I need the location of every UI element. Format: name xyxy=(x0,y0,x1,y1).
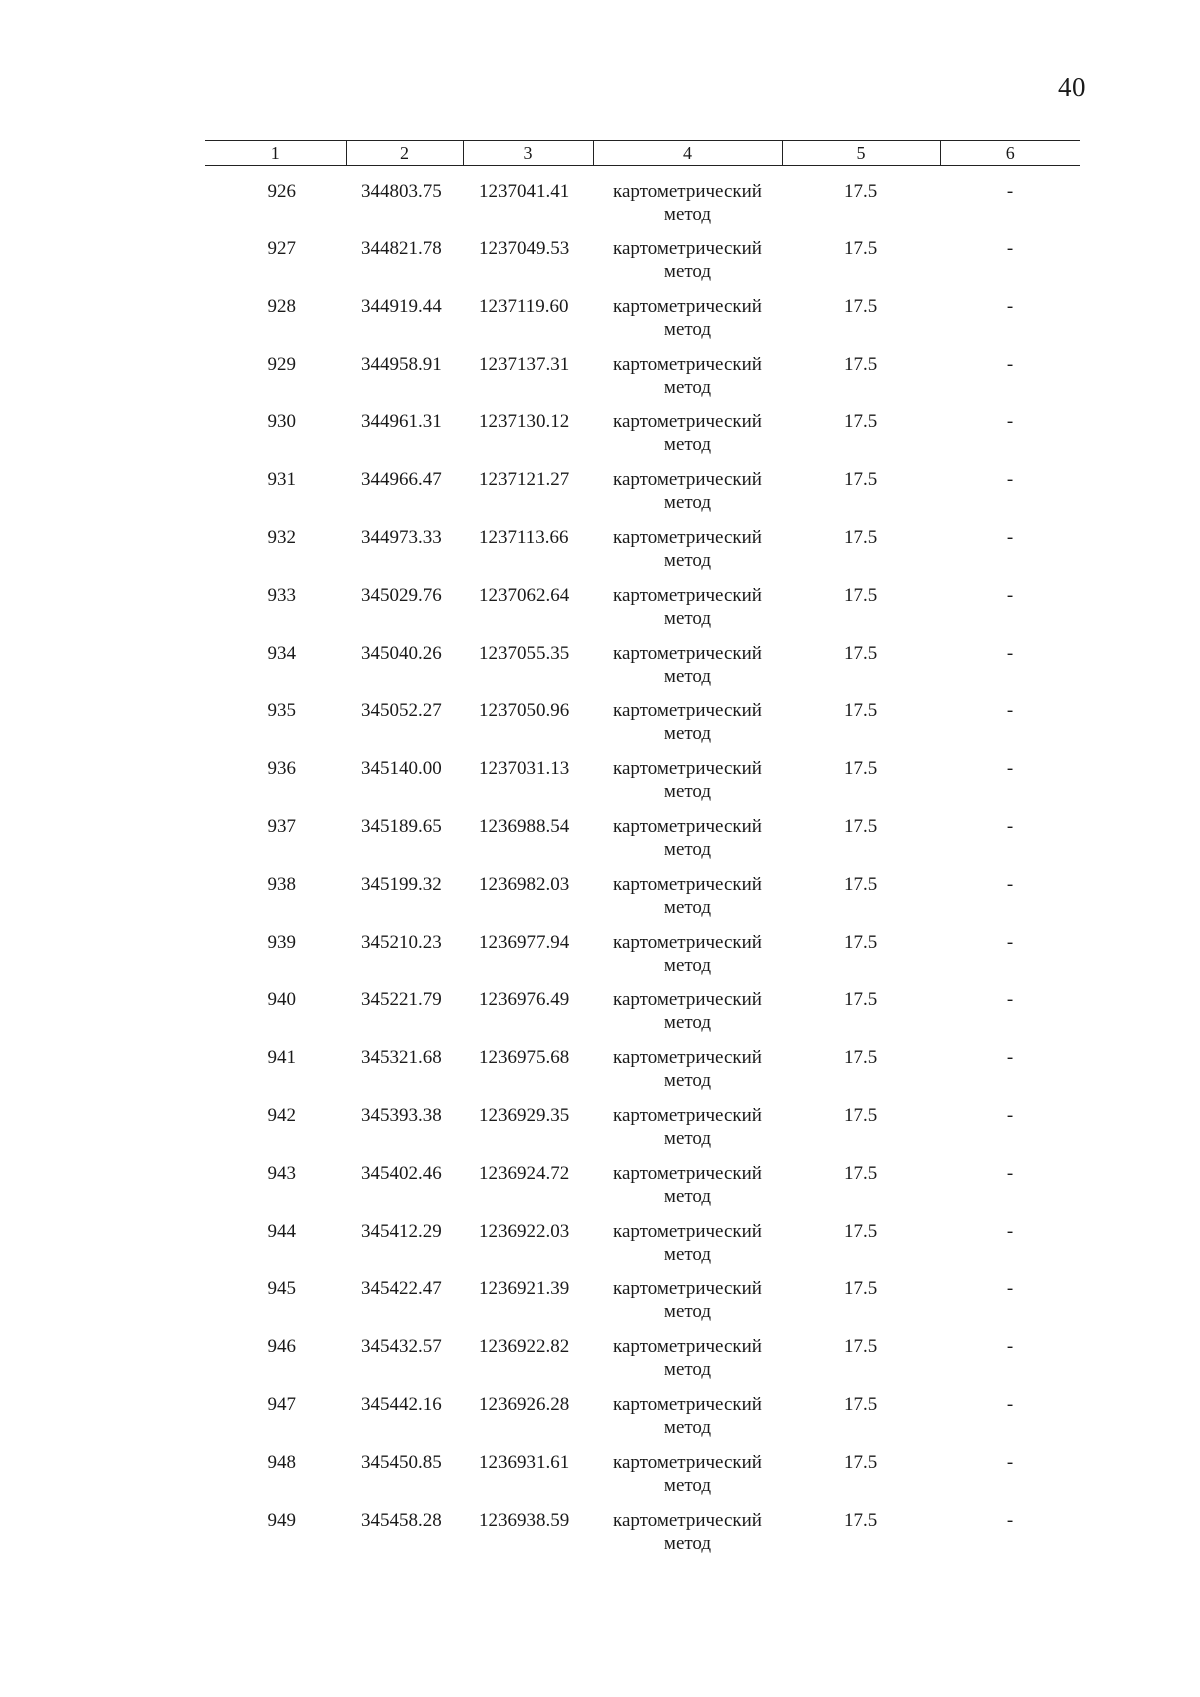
accuracy-cell: 17.5 xyxy=(844,1047,878,1069)
method-cell xyxy=(593,1393,782,1451)
note-cell: - xyxy=(1006,1509,1014,1531)
method-line-1: картометрический xyxy=(613,1393,762,1415)
accuracy-cell: 17.5 xyxy=(844,758,878,780)
table-row xyxy=(205,699,1080,757)
point-number-cell: 941 xyxy=(267,1047,296,1069)
x-coordinate-cell: 345458.28 xyxy=(361,1509,442,1531)
method-line-1: картометрический xyxy=(613,815,762,837)
method-line-2: метод xyxy=(663,1301,712,1323)
coordinates-table-container xyxy=(205,140,1080,1566)
y-coordinate-cell: 1237062.64 xyxy=(479,584,570,606)
method-cell xyxy=(593,1335,782,1393)
table-row xyxy=(205,1335,1080,1393)
method-line-2: метод xyxy=(663,1243,712,1265)
table-row xyxy=(205,410,1080,468)
y-coordinate-cell: 1236976.49 xyxy=(479,989,570,1011)
point-number-cell: 944 xyxy=(267,1220,296,1242)
method-cell xyxy=(593,526,782,584)
note-cell: - xyxy=(1006,815,1014,837)
method-cell xyxy=(593,166,782,238)
method-cell xyxy=(593,699,782,757)
note-cell: - xyxy=(1006,989,1014,1011)
table-row xyxy=(205,1162,1080,1220)
note-cell: - xyxy=(1006,411,1014,433)
method-line-2: метод xyxy=(663,954,712,976)
method-line-1: картометрический xyxy=(613,758,762,780)
x-coordinate-cell: 344973.33 xyxy=(361,526,442,548)
note-cell: - xyxy=(1006,584,1014,606)
method-cell xyxy=(593,584,782,642)
method-line-1: картометрический xyxy=(613,1220,762,1242)
point-number-cell: 945 xyxy=(267,1278,296,1300)
method-line-1: картометрический xyxy=(613,469,762,491)
method-line-1: картометрический xyxy=(613,700,762,722)
method-cell xyxy=(593,410,782,468)
y-coordinate-cell: 1236922.82 xyxy=(479,1336,570,1358)
y-coordinate-cell: 1237055.35 xyxy=(479,642,570,664)
note-cell: - xyxy=(1006,353,1014,375)
method-line-1: картометрический xyxy=(613,584,762,606)
y-coordinate-cell: 1236921.39 xyxy=(479,1278,570,1300)
y-coordinate-cell: 1236924.72 xyxy=(479,1162,570,1184)
method-line-1: картометрический xyxy=(613,295,762,317)
accuracy-cell: 17.5 xyxy=(844,1336,878,1358)
method-cell xyxy=(593,1162,782,1220)
page-number: 40 xyxy=(1058,72,1086,102)
x-coordinate-cell: 345189.65 xyxy=(361,815,442,837)
point-number-cell: 927 xyxy=(267,238,296,259)
table-row xyxy=(205,468,1080,526)
point-number-cell: 926 xyxy=(267,181,296,202)
accuracy-cell: 17.5 xyxy=(844,700,878,722)
header-cell-2: 2 xyxy=(346,141,463,166)
method-line-2: метод xyxy=(663,492,712,514)
y-coordinate-cell: 1237130.12 xyxy=(479,411,570,433)
accuracy-cell: 17.5 xyxy=(844,469,878,491)
method-line-2: метод xyxy=(663,1532,712,1554)
note-cell: - xyxy=(1006,931,1014,953)
method-line-1: картометрический xyxy=(613,1104,762,1126)
point-number-cell: 938 xyxy=(267,873,296,895)
table-row xyxy=(205,642,1080,700)
method-line-2: метод xyxy=(663,549,712,571)
table-row xyxy=(205,237,1080,295)
x-coordinate-cell: 345040.26 xyxy=(361,642,442,664)
accuracy-cell: 17.5 xyxy=(844,526,878,548)
method-cell xyxy=(593,988,782,1046)
method-cell xyxy=(593,1046,782,1104)
table-row xyxy=(205,873,1080,931)
method-line-2: метод xyxy=(663,1012,712,1034)
method-line-1: картометрический xyxy=(613,526,762,548)
method-line-2: метод xyxy=(663,318,712,340)
y-coordinate-cell: 1236977.94 xyxy=(479,931,570,953)
note-cell: - xyxy=(1006,238,1014,259)
table-row xyxy=(205,1509,1080,1567)
y-coordinate-cell: 1236988.54 xyxy=(479,815,570,837)
coordinates-table xyxy=(205,140,1080,1566)
x-coordinate-cell: 345210.23 xyxy=(361,931,442,953)
note-cell: - xyxy=(1006,1047,1014,1069)
method-line-1: картометрический xyxy=(613,642,762,664)
method-line-1: картометрический xyxy=(613,181,762,202)
point-number-cell: 939 xyxy=(267,931,296,953)
accuracy-cell: 17.5 xyxy=(844,1104,878,1126)
note-cell: - xyxy=(1006,758,1014,780)
y-coordinate-cell: 1237113.66 xyxy=(479,526,569,548)
method-line-1: картометрический xyxy=(613,1336,762,1358)
y-coordinate-cell: 1236926.28 xyxy=(479,1393,570,1415)
point-number-cell: 937 xyxy=(267,815,296,837)
table-row xyxy=(205,295,1080,353)
y-coordinate-cell: 1237041.41 xyxy=(479,181,570,202)
accuracy-cell: 17.5 xyxy=(844,1393,878,1415)
table-row xyxy=(205,931,1080,989)
method-cell xyxy=(593,815,782,873)
method-line-2: метод xyxy=(663,1070,712,1092)
accuracy-cell: 17.5 xyxy=(844,181,878,202)
x-coordinate-cell: 345432.57 xyxy=(361,1336,442,1358)
accuracy-cell: 17.5 xyxy=(844,584,878,606)
note-cell: - xyxy=(1006,295,1014,317)
method-line-2: метод xyxy=(663,896,712,918)
point-number-cell: 940 xyxy=(267,989,296,1011)
method-line-1: картометрический xyxy=(613,353,762,375)
header-cell-5: 5 xyxy=(782,141,940,166)
table-row xyxy=(205,1104,1080,1162)
x-coordinate-cell: 344966.47 xyxy=(361,469,442,491)
y-coordinate-cell: 1236922.03 xyxy=(479,1220,570,1242)
y-coordinate-cell: 1237050.96 xyxy=(479,700,570,722)
x-coordinate-cell: 345221.79 xyxy=(361,989,442,1011)
method-line-1: картометрический xyxy=(613,1278,762,1300)
method-cell xyxy=(593,468,782,526)
y-coordinate-cell: 1236938.59 xyxy=(479,1509,570,1531)
accuracy-cell: 17.5 xyxy=(844,815,878,837)
method-line-2: метод xyxy=(663,261,712,282)
table-row xyxy=(205,353,1080,411)
y-coordinate-cell: 1237137.31 xyxy=(479,353,570,375)
point-number-cell: 946 xyxy=(267,1336,296,1358)
method-line-1: картометрический xyxy=(613,238,762,259)
method-line-1: картометрический xyxy=(613,1451,762,1473)
note-cell: - xyxy=(1006,526,1014,548)
note-cell: - xyxy=(1006,181,1014,202)
note-cell: - xyxy=(1006,1104,1014,1126)
y-coordinate-cell: 1237121.27 xyxy=(479,469,570,491)
header-cell-6: 6 xyxy=(940,141,1080,166)
method-line-2: метод xyxy=(663,723,712,745)
accuracy-cell: 17.5 xyxy=(844,238,878,259)
header-cell-3: 3 xyxy=(463,141,593,166)
x-coordinate-cell: 345199.32 xyxy=(361,873,442,895)
table-row xyxy=(205,988,1080,1046)
x-coordinate-cell: 344803.75 xyxy=(361,181,442,202)
note-cell: - xyxy=(1006,642,1014,664)
method-line-1: картометрический xyxy=(613,989,762,1011)
y-coordinate-cell: 1237031.13 xyxy=(479,758,570,780)
table-row xyxy=(205,1393,1080,1451)
method-line-2: метод xyxy=(663,1185,712,1207)
method-line-2: метод xyxy=(663,1127,712,1149)
point-number-cell: 935 xyxy=(267,700,296,722)
point-number-cell: 932 xyxy=(267,526,296,548)
method-cell xyxy=(593,1509,782,1567)
x-coordinate-cell: 345402.46 xyxy=(361,1162,442,1184)
method-cell xyxy=(593,873,782,931)
x-coordinate-cell: 345393.38 xyxy=(361,1104,442,1126)
x-coordinate-cell: 345052.27 xyxy=(361,700,442,722)
method-cell xyxy=(593,295,782,353)
note-cell: - xyxy=(1006,1393,1014,1415)
method-cell xyxy=(593,931,782,989)
method-line-2: метод xyxy=(663,665,712,687)
method-line-2: метод xyxy=(663,781,712,803)
point-number-cell: 947 xyxy=(267,1393,296,1415)
note-cell: - xyxy=(1006,1162,1014,1184)
method-cell xyxy=(593,1220,782,1278)
y-coordinate-cell: 1237049.53 xyxy=(479,238,570,259)
point-number-cell: 943 xyxy=(267,1162,296,1184)
point-number-cell: 948 xyxy=(267,1451,296,1473)
method-line-1: картометрический xyxy=(613,1047,762,1069)
method-cell xyxy=(593,237,782,295)
point-number-cell: 928 xyxy=(267,295,296,317)
x-coordinate-cell: 345412.29 xyxy=(361,1220,442,1242)
point-number-cell: 936 xyxy=(267,758,296,780)
accuracy-cell: 17.5 xyxy=(844,989,878,1011)
accuracy-cell: 17.5 xyxy=(844,1220,878,1242)
accuracy-cell: 17.5 xyxy=(844,1278,878,1300)
method-line-2: метод xyxy=(663,1474,712,1496)
x-coordinate-cell: 345029.76 xyxy=(361,584,442,606)
y-coordinate-cell: 1237119.60 xyxy=(479,295,569,317)
method-line-2: метод xyxy=(663,376,712,398)
method-line-2: метод xyxy=(663,434,712,456)
accuracy-cell: 17.5 xyxy=(844,931,878,953)
table-row xyxy=(205,1451,1080,1509)
note-cell: - xyxy=(1006,1451,1014,1473)
x-coordinate-cell: 345450.85 xyxy=(361,1451,442,1473)
note-cell: - xyxy=(1006,700,1014,722)
point-number-cell: 930 xyxy=(267,411,296,433)
method-line-1: картометрический xyxy=(613,931,762,953)
table-row xyxy=(205,1277,1080,1335)
accuracy-cell: 17.5 xyxy=(844,642,878,664)
x-coordinate-cell: 344919.44 xyxy=(361,295,442,317)
x-coordinate-cell: 345321.68 xyxy=(361,1047,442,1069)
method-line-2: метод xyxy=(663,1359,712,1381)
method-cell xyxy=(593,642,782,700)
table-row xyxy=(205,526,1080,584)
table-row xyxy=(205,584,1080,642)
x-coordinate-cell: 344821.78 xyxy=(361,238,442,259)
x-coordinate-cell: 344958.91 xyxy=(361,353,442,375)
y-coordinate-cell: 1236931.61 xyxy=(479,1451,570,1473)
table-row xyxy=(205,1046,1080,1104)
header-cell-1: 1 xyxy=(205,141,346,166)
point-number-cell: 934 xyxy=(267,642,296,664)
y-coordinate-cell: 1236975.68 xyxy=(479,1047,570,1069)
point-number-cell: 949 xyxy=(267,1509,296,1531)
method-line-2: метод xyxy=(663,838,712,860)
point-number-cell: 929 xyxy=(267,353,296,375)
method-line-2: метод xyxy=(663,1416,712,1438)
table-row xyxy=(205,815,1080,873)
method-line-1: картометрический xyxy=(613,873,762,895)
table-body xyxy=(205,166,1080,1567)
header-row xyxy=(205,141,1080,166)
x-coordinate-cell: 345442.16 xyxy=(361,1393,442,1415)
accuracy-cell: 17.5 xyxy=(844,1451,878,1473)
point-number-cell: 933 xyxy=(267,584,296,606)
note-cell: - xyxy=(1006,1336,1014,1358)
method-cell xyxy=(593,1451,782,1509)
note-cell: - xyxy=(1006,1278,1014,1300)
accuracy-cell: 17.5 xyxy=(844,353,878,375)
y-coordinate-cell: 1236929.35 xyxy=(479,1104,570,1126)
table-row xyxy=(205,757,1080,815)
x-coordinate-cell: 345140.00 xyxy=(361,758,442,780)
method-line-1: картометрический xyxy=(613,1162,762,1184)
method-cell xyxy=(593,757,782,815)
method-line-2: метод xyxy=(663,204,712,225)
note-cell: - xyxy=(1006,1220,1014,1242)
method-cell xyxy=(593,1277,782,1335)
x-coordinate-cell: 344961.31 xyxy=(361,411,442,433)
method-line-1: картометрический xyxy=(613,411,762,433)
y-coordinate-cell: 1236982.03 xyxy=(479,873,570,895)
method-line-1: картометрический xyxy=(613,1509,762,1531)
accuracy-cell: 17.5 xyxy=(844,411,878,433)
header-cell-4: 4 xyxy=(593,141,782,166)
note-cell: - xyxy=(1006,469,1014,491)
point-number-cell: 942 xyxy=(267,1104,296,1126)
table-row xyxy=(205,166,1080,238)
point-number-cell: 931 xyxy=(267,469,296,491)
table-row xyxy=(205,1220,1080,1278)
method-cell xyxy=(593,353,782,411)
method-line-2: метод xyxy=(663,607,712,629)
note-cell: - xyxy=(1006,873,1014,895)
accuracy-cell: 17.5 xyxy=(844,1162,878,1184)
table-header xyxy=(205,141,1080,166)
accuracy-cell: 17.5 xyxy=(844,295,878,317)
x-coordinate-cell: 345422.47 xyxy=(361,1278,442,1300)
method-cell xyxy=(593,1104,782,1162)
accuracy-cell: 17.5 xyxy=(844,1509,878,1531)
accuracy-cell: 17.5 xyxy=(844,873,878,895)
